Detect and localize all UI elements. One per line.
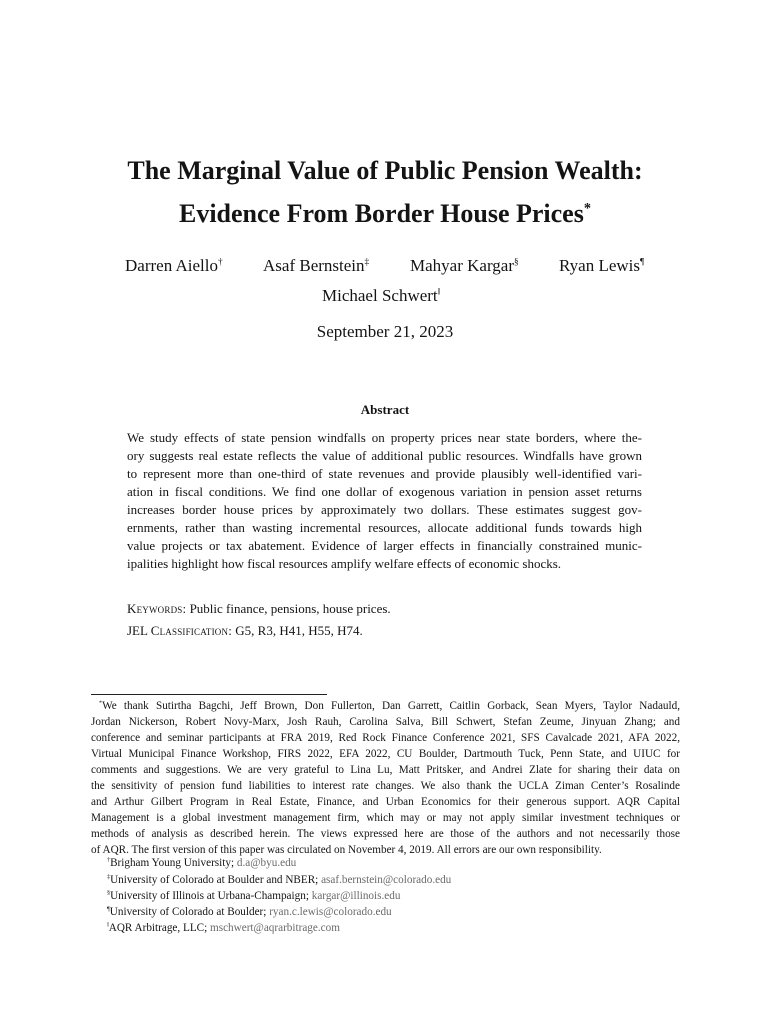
abstract-line: value projects or tax abatement. Evidence of larger effects in financially constrained munic- xyxy=(127,538,642,553)
paper-title-line-2: Evidence From Border House Prices* xyxy=(178,199,591,228)
footnote-line: Virtual Municipal Finance Workshop, FIRS 2022, EFA 2022, CU Boulder, Dartmouth Tuck, Penn State, and UIUC for xyxy=(91,748,680,760)
abstract-heading: Abstract xyxy=(360,402,410,417)
author-mahyar-kargar: Mahyar Kargar§ xyxy=(410,256,519,275)
footnote-line: comments and suggestions. We are very grateful to Lina Lu, Matt Pritsker, and Andrei Zlate for sharing their data on xyxy=(91,764,680,776)
footnote-line: and Arthur Gilbert Program in Real Estate, Finance, and Urban Economics for their generous support. AQR Capital xyxy=(91,796,680,808)
affiliation-lewis: ¶University of Colorado at Boulder; ryan.c.lewis@colorado.edu xyxy=(107,906,392,918)
footnote-line: Jordan Nickerson, Robert Novy-Marx, Josh Rauh, Carolina Salva, Bill Schwert, Stefan Zeume, Jinyuan Zhang; and xyxy=(91,716,680,728)
footnote-line: of AQR. The first version of this paper was circulated on November 4, 2019. All errors are our own responsibility. xyxy=(91,844,602,856)
affiliation-kargar: §University of Illinois at Urbana-Champaign; kargar@illinois.edu xyxy=(107,890,401,902)
jel-text: G5, R3, H41, H55, H74. xyxy=(235,623,363,638)
keywords-text: Public finance, pensions, house prices. xyxy=(189,601,391,616)
abstract-line: ernments, rather than wasting incremental resources, allocate additional funds towards high xyxy=(127,520,642,535)
footnote-line: methods of analysis as described herein. The views expressed here are those of the authors and not necessarily those xyxy=(91,828,680,840)
keywords xyxy=(127,600,391,618)
email-link[interactable]: mschwert@aqrarbitrage.com xyxy=(210,922,340,934)
footnote-line: conference and seminar participants at FRA 2019, Red Rock Finance Conference 2021, SFS Cavalcade 2021, AFA 2022, xyxy=(91,732,680,744)
author-michael-schwert: Michael Schwert‖ xyxy=(322,286,441,305)
email-link[interactable]: kargar@illinois.edu xyxy=(311,890,401,902)
email-link[interactable]: asaf.bernstein@colorado.edu xyxy=(321,874,452,886)
abstract-line: to represent more than one-third of state revenues and provide plausibly well-identified vari- xyxy=(127,466,642,481)
keywords-label: Keywords: xyxy=(127,601,187,616)
abstract-line: We study effects of state pension windfalls on property prices near state borders, where the- xyxy=(127,430,642,445)
footnote-mark: * xyxy=(99,700,103,707)
footnote-line: the sensitivity of pension fund liabilities to interest rate changes. We also thank the UCLA Ziman Center’s Rosalinde xyxy=(91,780,680,792)
affiliation-bernstein: ‡University of Colorado at Boulder and NBER; asaf.bernstein@colorado.edu xyxy=(107,874,452,886)
author-asaf-bernstein: Asaf Bernstein‡ xyxy=(263,256,370,275)
footnote-rule xyxy=(91,694,327,695)
jel-label: Classification: xyxy=(150,623,233,638)
author-ryan-lewis: Ryan Lewis¶ xyxy=(559,256,645,275)
abstract-line: increases border house prices by approximately two dollars. These estimates suggest gov- xyxy=(127,502,642,517)
affiliation-aiello: †Brigham Young University; d.a@byu.edu xyxy=(107,857,297,869)
abstract-line: ory suggests real estate reflects the value of additional public resources. Windfalls have grown xyxy=(127,448,642,463)
email-link[interactable]: d.a@byu.edu xyxy=(236,857,297,869)
paper-title-line-1: The Marginal Value of Public Pension Wealth: xyxy=(127,156,643,185)
abstract-line: ipalities highlight how fiscal resources amplify welfare effects of economic shocks. xyxy=(127,556,562,571)
author-darren-aiello: Darren Aiello† xyxy=(125,256,223,275)
affiliation-schwert: ‖AQR Arbitrage, LLC; mschwert@aqrarbitrage.com xyxy=(107,922,340,934)
footnote-line: *We thank Sutirtha Bagchi, Jeff Brown, Don Fullerton, Dan Garrett, Caitlin Gorback, Sean Myers, Taylor Nadauld, xyxy=(99,700,680,712)
jel-prefix: JEL xyxy=(127,623,148,638)
abstract-line: ation in fiscal conditions. We find one dollar of exogenous variation in pension asset returns xyxy=(127,484,642,499)
footnote-line: Management is a global investment management firm, which may or may not apply similar investment techniques or xyxy=(91,812,680,824)
email-link[interactable]: ryan.c.lewis@colorado.edu xyxy=(269,906,392,918)
title-footnote-mark: * xyxy=(583,200,591,217)
paper-date: September 21, 2023 xyxy=(316,322,454,341)
jel-classification xyxy=(127,622,363,640)
